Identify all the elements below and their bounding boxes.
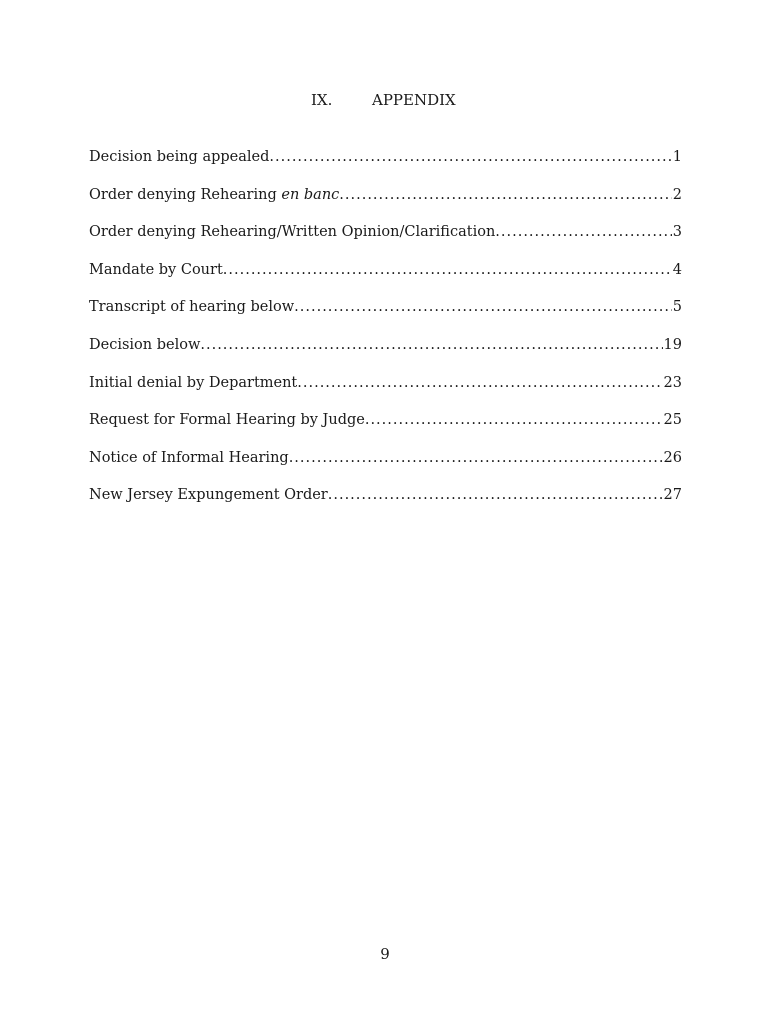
toc-entry <box>89 409 682 447</box>
toc-entry-label: Mandate by Court <box>89 261 223 278</box>
toc-entry-label: Notice of Informal Hearing <box>89 449 289 466</box>
dot-leader <box>269 146 671 168</box>
toc-entry-page: 19 <box>663 336 682 353</box>
toc-entry <box>89 334 682 372</box>
section-title: APPENDIX <box>372 91 456 109</box>
dot-leader <box>297 372 662 394</box>
toc-entry-page: 4 <box>672 261 682 278</box>
toc-entry-label: Transcript of hearing below <box>89 299 295 316</box>
toc-entry <box>89 259 682 297</box>
toc-entry-label: Initial denial by Department <box>89 374 298 391</box>
toc-entry-page: 2 <box>672 186 682 203</box>
toc-entry <box>89 146 682 184</box>
section-heading <box>0 89 770 111</box>
toc-entry <box>89 221 682 259</box>
toc-entry-label: Order denying Rehearing/Written Opinion/Clarification <box>89 224 496 241</box>
toc-entry-label: Decision below <box>89 336 201 353</box>
dot-leader <box>495 221 671 243</box>
toc-entry <box>89 484 682 522</box>
toc-entry <box>89 447 682 485</box>
appendix-table-of-contents <box>89 146 682 522</box>
toc-entry-page: 26 <box>663 449 682 466</box>
toc-entry-label: Order denying Rehearing en banc <box>89 186 340 203</box>
toc-entry-label: Decision being appealed <box>89 149 270 165</box>
toc-entry-page: 23 <box>663 374 682 391</box>
dot-leader <box>223 259 672 281</box>
toc-entry-page: 3 <box>672 224 682 241</box>
toc-entry <box>89 296 682 334</box>
dot-leader <box>289 447 663 469</box>
page-number: 9 <box>380 945 390 963</box>
section-number: IX. <box>311 91 333 109</box>
toc-entry-page: 25 <box>663 412 682 429</box>
dot-leader <box>200 334 662 356</box>
toc-entry <box>89 372 682 410</box>
toc-entry-page: 27 <box>663 487 682 504</box>
toc-entry-label: New Jersey Expungement Order <box>89 487 328 504</box>
toc-entry-page: 1 <box>672 149 682 165</box>
toc-entry-page: 5 <box>672 299 682 316</box>
dot-leader <box>339 184 671 206</box>
dot-leader <box>294 296 672 318</box>
dot-leader <box>365 409 663 431</box>
toc-entry <box>89 184 682 222</box>
toc-entry-label: Request for Formal Hearing by Judge <box>89 412 365 429</box>
dot-leader <box>328 484 663 506</box>
